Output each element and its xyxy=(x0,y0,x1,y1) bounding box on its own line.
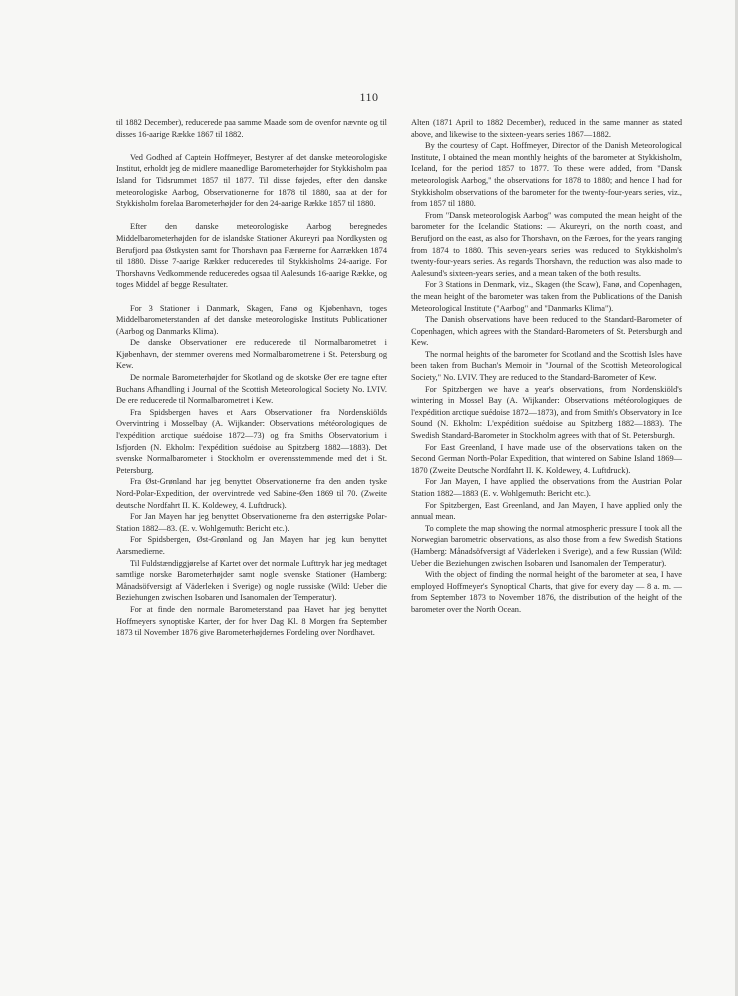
paragraph: From "Dansk meteorologisk Aarbog" was computed the mean height of the barometer for the Icelandic Stations: — Akureyri, on the north coast, and Berufjord on the east, as also for Thorshavn, on the Færoes, for the years ranging from 1874 to 1880. This seven-years series was reduced to Stykkisholm's twenty-four-years series. As regards Thorshavn, the reduction was also made to Aalesund's sixteen-years series, and a mean taken of the both results. xyxy=(411,210,682,278)
paragraph: De danske Observationer ere reducerede til Normalbarometret i Kjøbenhavn, der stemmer overens med Normalbarometrene i St. Petersburg og Kew. xyxy=(116,338,387,371)
paragraph: For at finde den normale Barometerstand paa Havet har jeg benyttet Hoffmeyers synoptiske Karter, der for hver Dag Kl. 8 Morgen fra September 1873 til November 1876 give Barometerhøjdernes Fordeling over Nordhavet. xyxy=(116,604,387,638)
paragraph: For Spidsbergen, Øst-Grønland og Jan Mayen har jeg kun benyttet Aarsmedierne. xyxy=(116,535,387,556)
paragraph: For East Greenland, I have made use of the observations taken on the Second German North-Polar Expedition, that wintered on Sabine Island 1869—1870 (Zweite Deutsche Nordfahrt II. K. Koldewey, 4. Luftdruck). xyxy=(411,442,682,475)
norwegian-text-column xyxy=(116,117,387,639)
paragraph: For Spitzbergen, East Greenland, and Jan Mayen, I have applied only the annual mean. xyxy=(411,500,682,522)
paragraph: For Spitzbergen we have a year's observations, from Nordenskiöld's wintering in Mossel Bay (A. Wijkander: Observations météorologiques de l'expédition arctique suédoise 1872—1873), and from Smith's Observatory in Ice Sound (N. Ekholm: L'expédition suédoise au Spitzberg 1882—1883). The Swedish Standard-Barometer in Stockholm agrees with that of St. Petersburgh. xyxy=(411,384,682,441)
paragraph: The normal heights of the barometer for Scotland and the Scottish Isles have been taken from Buchan's Memoir in "Journal of the Scottish Meteorological Society," No. LVIV. They are reduced to the Standard-Barometer of Kew. xyxy=(411,349,682,383)
paragraph: Efter den danske meteorologiske Aarbog beregnedes Middelbarometerhøjden for de islandske Stationer Akureyri paa Nordkysten og Berufjord paa Østkysten samt for Thorshavn paa Færøerne for Aarrækken 1874 til 1880. Disse 7-aarige Rækker reduceredes til Stykkisholms 24-aarige. For Thorshavns Vedkommende reduceredes ogsaa til Aalesunds 16-aarige Række, og toges Middel af begge Resultater. xyxy=(116,222,387,290)
paragraph: For 3 Stationer i Danmark, Skagen, Fanø og Kjøbenhavn, toges Middelbarometerstanden af det danske meteorologiske Instituts Publicationer (Aarbog og Danmarks Klima). xyxy=(116,303,387,336)
paragraph: For Jan Mayen, I have applied the observations from the Austrian Polar Station 1882—1883 (E. v. Wohlgemuth: Bericht etc.). xyxy=(411,477,682,498)
paragraph: To complete the map showing the normal atmospheric pressure I took all the Norwegian barometric observations, as also those from a few Swedish Stations (Hamberg: Månadsöfversigt af Väderleken i Sverige), and a few Russian (Wild: Ueber die Beziehungen zwischen Isobaren und Isanomalen der Temperatur). xyxy=(411,523,682,568)
paragraph: Fra Øst-Grønland har jeg benyttet Observationerne fra den anden tyske Nord-Polar-Expedition, der overvintrede ved Sabine-Øen 1869 til 70. (Zweite deutsche Nordfahrt II. K. Koldewey, 4. Luftdruck). xyxy=(116,477,387,510)
paragraph: With the object of finding the normal height of the barometer at sea, I have employed Hoffmeyer's Synoptical Charts, that give for every day — 8 a. m. — from September 1873 to November 1876, the distribution of the height of the barometer over the North Ocean. xyxy=(411,570,682,614)
paragraph: Fra Spidsbergen haves et Aars Observationer fra Nordenskiölds Overvintring i Mosselbay (A. Wijkander: Observations météorologiques de l'expédition arctique suédoise 1872—73) og fra Smiths Observatorium i Isfjorden (N. Ekholm: l'expédition suédoise au Spitzberg 1882—1883). Det svenske Normalbarometer i Stockholm er overensstemmende med det i St. Petersburg. xyxy=(116,407,387,475)
page-number: 110 xyxy=(359,90,379,104)
paragraph: De normale Barometerhøjder for Skotland og de skotske Øer ere tagne efter Buchans Afhandling i Journal of the Scottish Meteorological Society No. LVIV. De ere reducerede til Normalbarometret i Kew. xyxy=(116,373,387,406)
paragraph: til 1882 December), reducerede paa samme Maade som de ovenfor nævnte og til disses 16-aarige Række 1867 til 1882. xyxy=(116,118,387,139)
paragraph: Ved Godhed af Captein Hoffmeyer, Bestyrer af det danske meteorologiske Institut, erholdt jeg de midlere maanedlige Barometerhøjder for Stykkisholm paa Island for Tidsrummet 1857 til 1877. Til disse føjedes, efter den danske meteorologiske Aarbog, Observationerne for 1878 til 1880, saa at der for Stykkisholm forelaa Barometerhøjder for den 24-aarige Række 1857 til 1880. xyxy=(116,152,387,209)
paragraph: The Danish observations have been reduced to the Standard-Barometer of Copenhagen, which agrees with the Standard-Barometers of St. Petersburgh and Kew. xyxy=(411,315,682,348)
paragraph: By the courtesy of Capt. Hoffmeyer, Director of the Danish Meteorological Institute, I obtained the mean monthly heights of the barometer at Stykkisholm, Iceland, for the period 1857 to 1877. To these were added, from "Dansk meteorologisk Aarbog," the observations for 1878 to 1880; and hence I had for Stykkisholm observations of the barometer for the twenty-four-years series, viz., from 1857 til 1880. xyxy=(411,141,682,209)
paragraph: For Jan Mayen har jeg benyttet Observationerne fra den østerrigske Polar-Station 1882—83. (E. v. Wohlgemuth: Bericht etc.). xyxy=(116,512,387,533)
paragraph: Alten (1871 April to 1882 December), reduced in the same manner as stated above, and likewise to the sixteen-years series 1867—1882. xyxy=(411,118,682,139)
english-text-column xyxy=(411,117,682,616)
paragraph: For 3 Stations in Denmark, viz., Skagen (the Scaw), Fanø, and Copenhagen, the mean height of the barometer was taken from the Publications of the Danish Meteorological Institute ("Aarbog" and "Danmarks Klima"). xyxy=(411,280,682,313)
paragraph: Til Fuldstændiggjørelse af Kartet over det normale Lufttryk har jeg medtaget samtlige norske Barometerhøjder samt nogle svenske Stationer (Hamberg: Månadsöfversigt af Väderleken i Sverige) og nogle russiske (Wild: Ueber die Beziehungen zwischen Isobaren und Isanomalen der Temperatur). xyxy=(116,558,387,603)
